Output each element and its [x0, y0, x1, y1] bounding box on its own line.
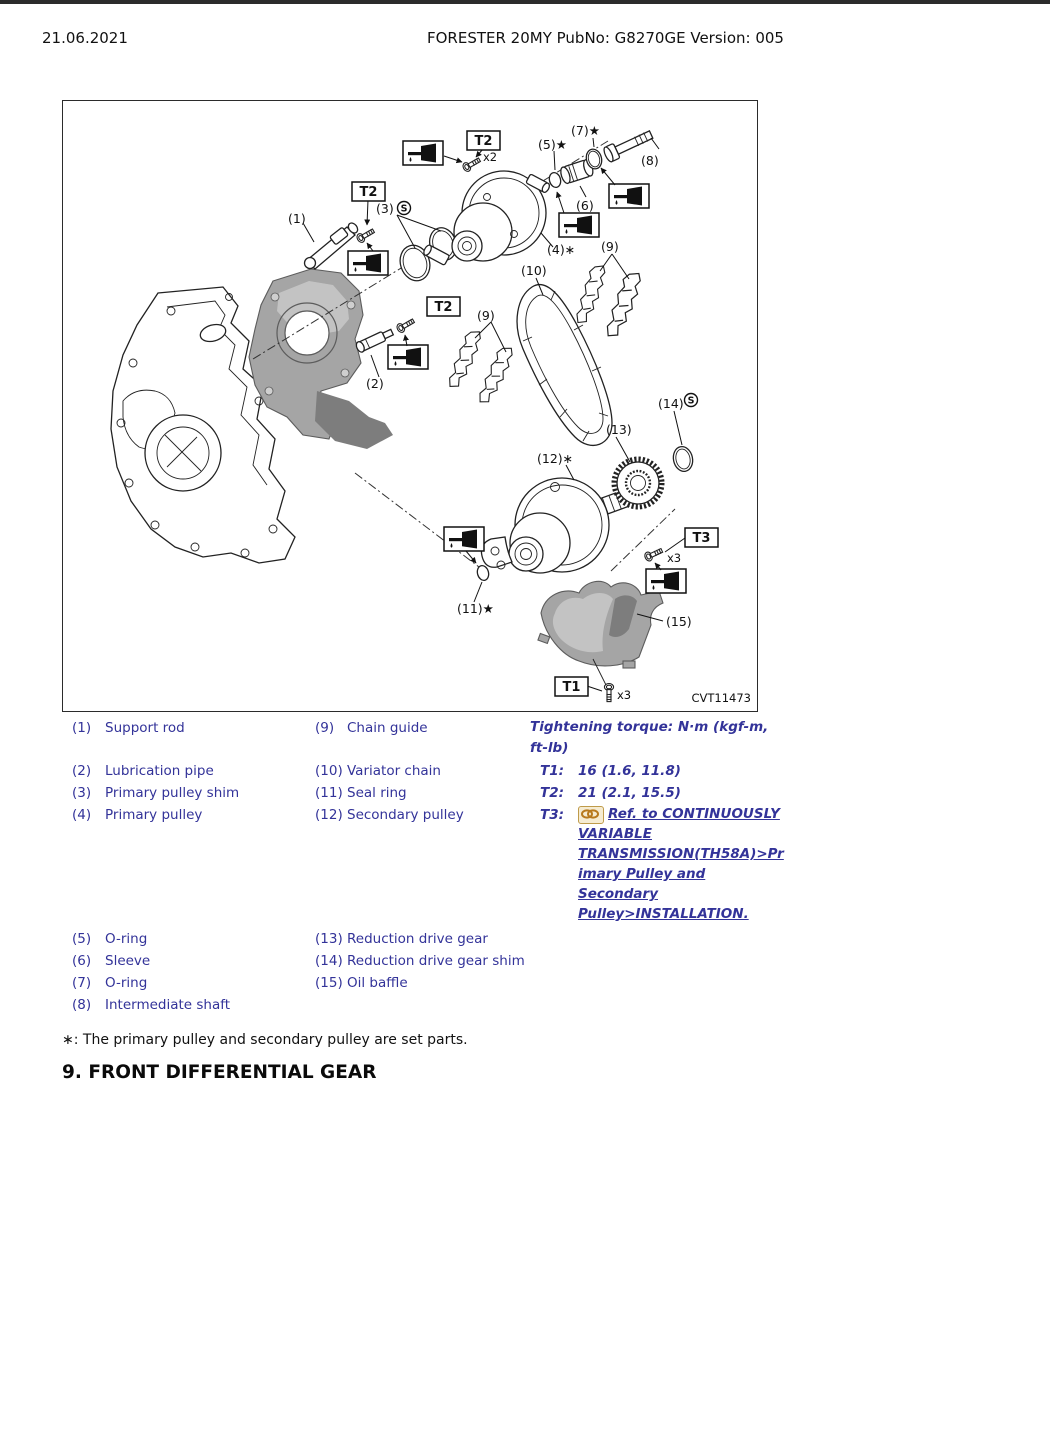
bolt-t2-left-drawing	[355, 227, 375, 244]
svg-text:S: S	[687, 395, 695, 407]
part-item	[62, 804, 305, 826]
part-item	[62, 994, 305, 1016]
part-number: (12)	[315, 807, 343, 823]
svg-text:T3: T3	[692, 531, 711, 546]
svg-text:T2: T2	[474, 134, 493, 149]
part-name: Primary pulley shim	[105, 785, 240, 801]
part-item	[62, 782, 305, 804]
callout-10: (10)	[521, 263, 547, 278]
part-number: (15)	[315, 975, 343, 991]
svg-text:S: S	[400, 203, 408, 215]
callout-4: (4)∗	[547, 242, 576, 257]
callout-1: (1)	[288, 211, 306, 226]
grease-icon	[348, 251, 388, 275]
callout-13: (13)	[606, 422, 632, 437]
torque-label-t2	[467, 131, 500, 150]
oil-baffle-drawing	[538, 581, 663, 685]
callout-7: (7)★	[571, 123, 600, 138]
part-name: Oil baffle	[347, 975, 408, 991]
part-item	[62, 950, 305, 972]
bolt-t1-drawing	[604, 684, 613, 702]
part-name: Seal ring	[347, 785, 407, 801]
svg-text:T2: T2	[434, 300, 453, 315]
callout-8: (8)	[641, 153, 659, 168]
torque-label-t2	[352, 182, 385, 201]
window-top-edge	[0, 0, 1050, 4]
callout-9: (9)	[601, 239, 619, 254]
reduction-drive-gear-drawing	[614, 459, 662, 507]
reference-link-icon	[578, 806, 604, 824]
qty-x3: x3	[617, 688, 632, 702]
variator-chain-drawing	[517, 285, 612, 446]
grease-icon	[444, 527, 484, 551]
part-name: Support rod	[105, 720, 185, 736]
part-name: Secondary pulley	[347, 807, 464, 823]
grease-icon	[609, 184, 649, 208]
torque-label-t3	[685, 528, 718, 547]
torque-t2-value: 21 (2.1, 15.5)	[578, 785, 681, 801]
secondary-pulley-drawing	[481, 478, 628, 573]
part-number: (10)	[315, 763, 343, 779]
grease-icon	[646, 569, 686, 593]
part-number: (8)	[72, 997, 92, 1013]
part-item	[305, 782, 530, 804]
part-item	[305, 760, 530, 782]
page-header-title: FORESTER 20MY PubNo: G8270GE Version: 005	[427, 29, 784, 47]
part-number: (2)	[72, 763, 92, 779]
svg-text:T2: T2	[359, 185, 378, 200]
svg-text:T1: T1	[562, 680, 581, 695]
grease-icon	[559, 213, 599, 237]
grease-icon	[403, 141, 443, 165]
part-item	[305, 804, 530, 826]
part-number: (1)	[72, 720, 92, 736]
part-item	[305, 928, 530, 950]
part-number: (11)	[315, 785, 343, 801]
part-name: Primary pulley	[105, 807, 203, 823]
oil-pump-drawing	[249, 269, 393, 449]
callout-6: (6)	[576, 198, 594, 213]
primary-pulley-drawing	[422, 171, 550, 265]
callout-9: (9)	[477, 308, 495, 323]
torque-row-t2	[530, 782, 790, 804]
part-name: O-ring	[105, 975, 148, 991]
part-name: Reduction drive gear shim	[347, 953, 525, 969]
axis-line-gear	[611, 509, 675, 571]
torque-label-t1	[555, 677, 588, 696]
part-number: (5)	[72, 931, 92, 947]
part-item	[62, 928, 305, 950]
part-item	[305, 717, 530, 739]
part-name: Reduction drive gear	[347, 931, 488, 947]
select-fit-symbol	[398, 202, 411, 215]
callout-3: (3)	[376, 201, 394, 216]
part-number: (6)	[72, 953, 92, 969]
callout-14: (14)	[658, 396, 684, 411]
callout-12: (12)∗	[537, 451, 574, 466]
part-name: Sleeve	[105, 953, 151, 969]
exploded-view-figure	[62, 100, 758, 712]
seal-ring-11-drawing	[476, 564, 491, 581]
torque-row-t3	[530, 804, 790, 924]
grease-icon	[388, 345, 428, 369]
parts-legend	[62, 717, 790, 1016]
part-name: Variator chain	[347, 763, 441, 779]
bolt-x2-drawing	[461, 156, 481, 173]
qty-x2: x2	[483, 150, 498, 164]
callout-11: (11)★	[457, 601, 494, 616]
part-name: Lubrication pipe	[105, 763, 214, 779]
reference-link-text: Ref. to CONTINUOUSLY VARIABLE TRANSMISSION(TH58A)>Primary Pulley and Secondary Pulley>INSTALLATION.	[578, 806, 784, 922]
exploded-diagram-svg	[63, 101, 755, 709]
torque-t1-value: 16 (1.6, 11.8)	[578, 763, 681, 779]
torque-label-t2	[427, 297, 460, 316]
torque-t3-label: T3:	[540, 807, 565, 823]
set-parts-note: ∗: The primary pulley and secondary pulley are set parts.	[62, 1032, 468, 1048]
reduction-gear-shim-drawing	[671, 445, 695, 473]
axis-line-secondary	[355, 473, 479, 567]
section-heading: 9. FRONT DIFFERENTIAL GEAR	[62, 1062, 377, 1083]
part-number: (4)	[72, 807, 92, 823]
part-item	[62, 717, 305, 739]
callout-15: (15)	[666, 614, 692, 629]
part-number: (9)	[315, 720, 335, 736]
torque-t2-label: T2:	[540, 785, 565, 801]
part-number: (13)	[315, 931, 343, 947]
torque-heading: Tightening torque: N·m (kgf-m, ft-lb)	[530, 719, 769, 756]
part-item	[62, 760, 305, 782]
part-item	[62, 972, 305, 994]
part-number: (7)	[72, 975, 92, 991]
callout-5: (5)★	[538, 137, 567, 152]
bolt-t3-drawing	[643, 546, 663, 562]
bolt-t2-mid-drawing	[395, 317, 415, 334]
torque-row-t1	[530, 760, 790, 782]
torque-t1-label: T1:	[540, 763, 565, 779]
part-name: Intermediate shaft	[105, 997, 231, 1013]
part-number: (14)	[315, 953, 343, 969]
callout-2: (2)	[366, 376, 384, 391]
torque-t3-reference-link[interactable]	[578, 804, 788, 924]
select-fit-symbol	[685, 394, 698, 407]
part-number: (3)	[72, 785, 92, 801]
part-name: Chain guide	[347, 720, 428, 736]
figure-code: CVT11473	[691, 691, 751, 705]
page-header-date: 21.06.2021	[42, 29, 128, 47]
part-name: O-ring	[105, 931, 148, 947]
part-item	[305, 972, 530, 994]
part-item	[305, 950, 530, 972]
qty-x3: x3	[667, 551, 682, 565]
